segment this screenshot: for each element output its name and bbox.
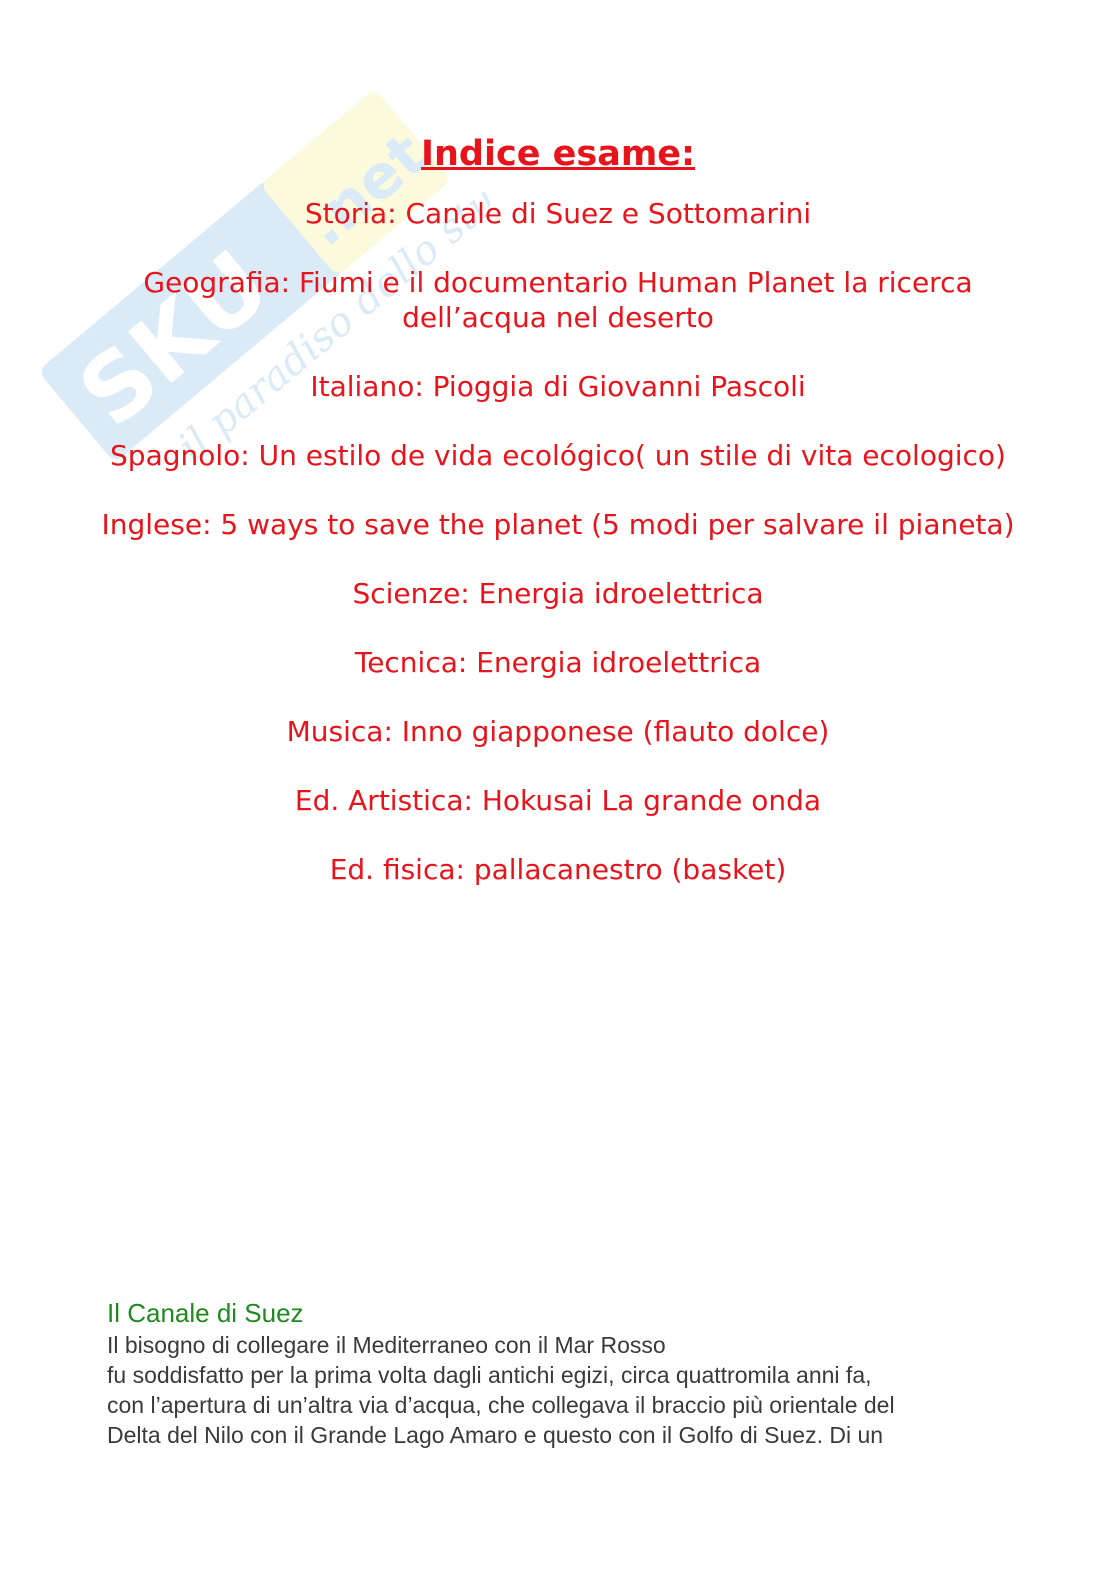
- svg-text:il paradiso dello studente: il paradiso dello studente: [169, 103, 490, 471]
- index-item-tecnica: Tecnica: Energia idroelettrica: [354, 646, 762, 679]
- index-item-italiano: Italiano: Pioggia di Giovanni Pascoli: [310, 370, 806, 403]
- article-line: con l’apertura di un’altra via d’acqua, che collegava il braccio più orientale del: [107, 1392, 895, 1418]
- exam-index: [0, 130, 1116, 921]
- index-item-inglese: Inglese: 5 ways to save the planet (5 modi per salvare il pianeta): [101, 508, 1015, 541]
- article-line: fu soddisfatto per la prima volta dagli antichi egizi, circa quattromila anni fa,: [107, 1362, 872, 1388]
- index-item-scienze: Scienze: Energia idroelettrica: [352, 577, 764, 610]
- index-item-geografia: Geografia: Fiumi e il documentario Human Planet la ricerca dell’acqua nel deserto: [143, 266, 973, 334]
- index-item-musica: Musica: Inno giapponese (flauto dolce): [286, 715, 830, 748]
- article-line: Delta del Nilo con il Grande Lago Amaro e questo con il Golfo di Suez. Di un: [107, 1422, 884, 1448]
- article-title: Il Canale di Suez: [107, 1298, 304, 1328]
- suez-article: [107, 1296, 1017, 1450]
- index-item-spagnolo: Spagnolo: Un estilo de vida ecológico( un stile di vita ecologico): [110, 439, 1006, 472]
- index-item-fisica: Ed. fisica: pallacanestro (basket): [329, 853, 787, 886]
- svg-text:SKU: SKU: [59, 230, 290, 448]
- index-item-artistica: Ed. Artistica: Hokusai La grande onda: [294, 784, 822, 817]
- index-title: Indice esame:: [420, 134, 696, 174]
- svg-text:.net: .net: [291, 119, 440, 261]
- article-line: Il bisogno di collegare il Mediterraneo con il Mar Rosso: [107, 1332, 666, 1358]
- index-item-storia: Storia: Canale di Suez e Sottomarini: [304, 197, 812, 230]
